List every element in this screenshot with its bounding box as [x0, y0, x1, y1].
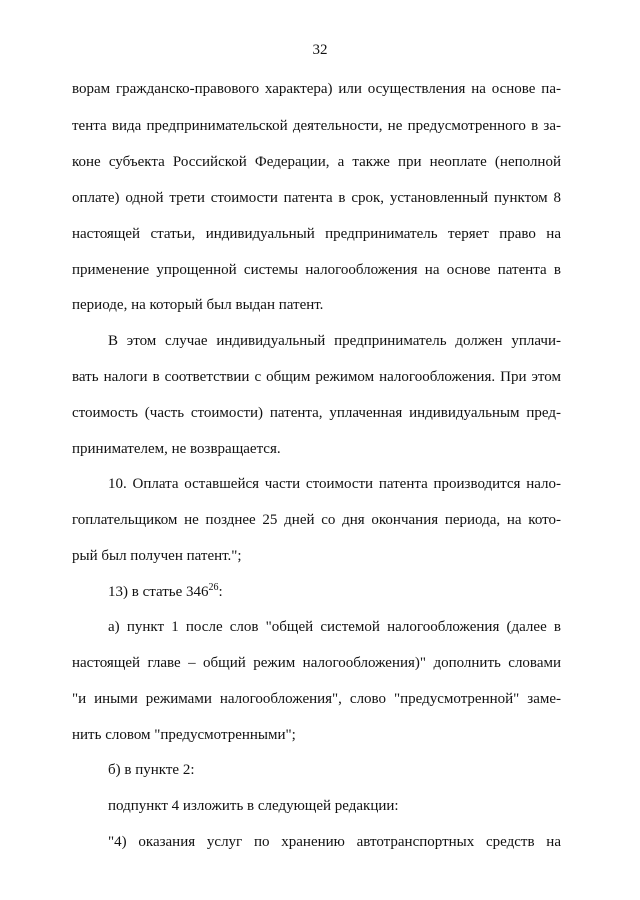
- page-number: 32: [312, 42, 328, 58]
- text-line: оплате) одной трети стоимости патента в срок, установленный пунктом 8: [72, 190, 561, 206]
- text-line: тента вида предпринимательской деятельности, не предусмотренного в за-: [72, 118, 561, 134]
- text-line: периоде, на который был выдан патент.: [72, 297, 324, 313]
- text-line: настоящей главе – общий режим налогообложения)" дополнить словами: [72, 655, 561, 671]
- text-line: вать налоги в соответствии с общим режимом налогообложения. При этом: [72, 369, 561, 385]
- subpoint-4-intro: подпункт 4 изложить в следующей редакции:: [108, 798, 399, 814]
- text-line: "и иными режимами налогообложения", слово "предусмотренной" заме-: [72, 691, 561, 707]
- text-line: принимателем, не возвращается.: [72, 441, 281, 457]
- text-line: 10. Оплата оставшейся части стоимости патента производится нало-: [108, 476, 561, 492]
- article-superscript: 26: [208, 582, 219, 593]
- text-line: "4) оказания услуг по хранению автотранспортных средств на: [108, 834, 561, 850]
- text-line: настоящей статьи, индивидуальный предприниматель теряет право на: [72, 226, 561, 242]
- item-13-heading: [108, 582, 561, 602]
- text-line: коне субъекта Российской Федерации, а также при неоплате (неполной: [72, 154, 561, 170]
- text-line: ворам гражданско-правового характера) или осуществления на основе па-: [72, 81, 561, 97]
- item-13-text: 13) в статье 346: [108, 584, 209, 600]
- item-13-suffix: :: [218, 584, 223, 600]
- text-line: гоплательщиком не позднее 25 дней со дня окончания периода, на кото-: [72, 512, 561, 528]
- text-line: В этом случае индивидуальный предприниматель должен уплачи-: [108, 333, 561, 349]
- text-line: нить словом "предусмотренными";: [72, 727, 296, 743]
- text-line: применение упрощенной системы налогообложения на основе патента в: [72, 262, 561, 278]
- subitem-b-heading: б) в пункте 2:: [108, 762, 195, 778]
- text-line: а) пункт 1 после слов "общей системой налогообложения (далее в: [108, 619, 561, 635]
- text-line: стоимость (часть стоимости) патента, уплаченная индивидуальным пред-: [72, 405, 561, 421]
- text-line: рый был получен патент.";: [72, 548, 242, 564]
